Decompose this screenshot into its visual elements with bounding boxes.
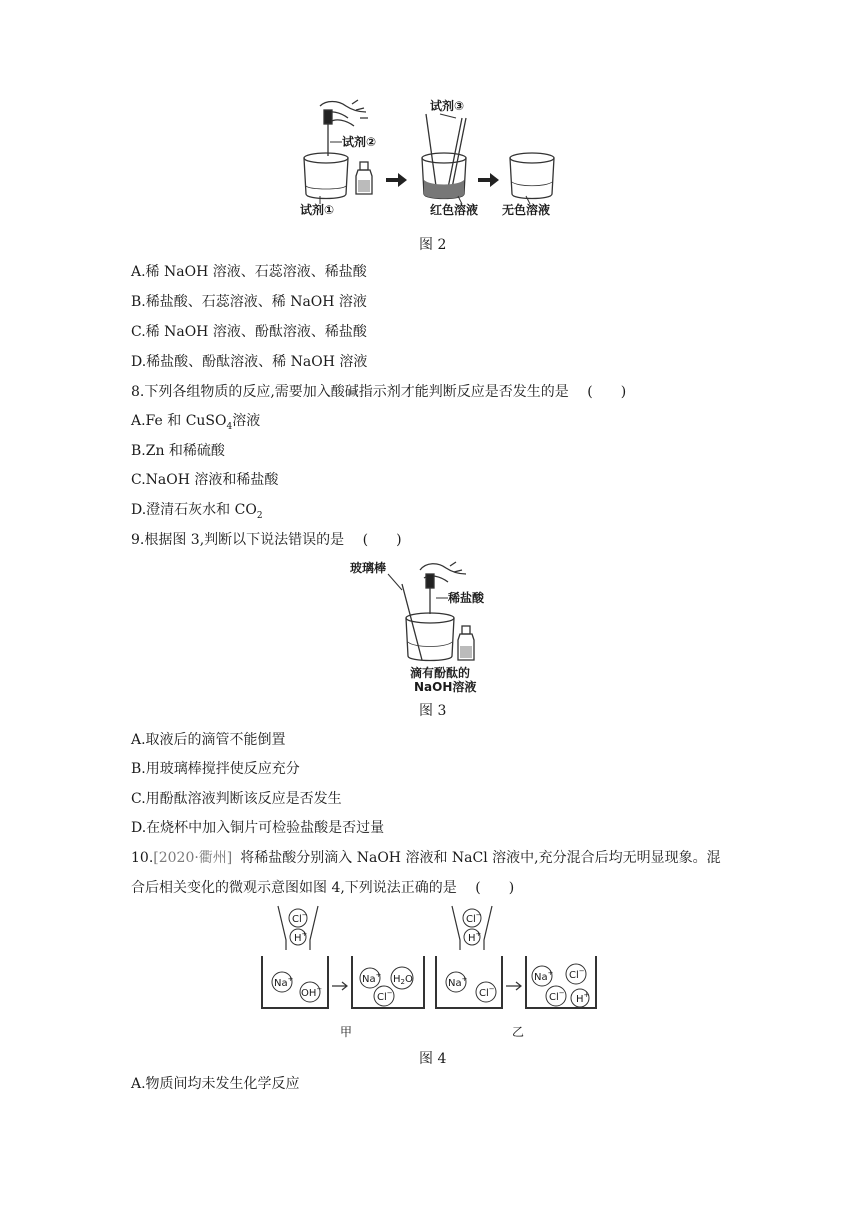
q8-stem <box>131 382 626 402</box>
solution-label-line-2: NaOH溶液 <box>414 680 477 694</box>
q10-stem-line-2: 合后相关变化的微观示意图如图 4,下列说法正确的是 ( ) <box>131 880 515 896</box>
svg-text:Na+: Na+ <box>274 975 294 989</box>
reagent-3-label: 试剂③ <box>430 99 465 113</box>
panel-label-yi: 乙 <box>512 1025 525 1039</box>
q9-option-d: D.在烧杯中加入铜片可检验盐酸是否过量 <box>131 820 385 836</box>
beaker-1 <box>304 153 348 199</box>
ion-h <box>571 989 590 1007</box>
svg-text:Cl−: Cl− <box>479 985 495 999</box>
q9-stem-text: 9.根据图 3,判断以下说法错误的是 <box>131 532 345 548</box>
arrow-right-icon <box>386 173 407 187</box>
svg-text:H+: H+ <box>576 991 590 1005</box>
ion-na <box>532 966 554 986</box>
q9-option-c: C.用酚酞溶液判断该反应是否发生 <box>131 791 342 807</box>
svg-text:Cl−: Cl− <box>466 911 482 925</box>
q8-stem-text: 8.下列各组物质的反应,需要加入酸碱指示剂才能判断反应是否发生的是 <box>131 384 569 400</box>
arrow-right-icon <box>332 982 347 990</box>
ion-cl <box>566 964 586 984</box>
q9-option-b: B.用玻璃棒搅拌使反应充分 <box>131 761 300 777</box>
ion-na <box>360 968 382 988</box>
dilute-hcl-label: 稀盐酸 <box>448 591 485 605</box>
q7-option-a: A.稀 NaOH 溶液、石蕊溶液、稀盐酸 <box>131 264 367 280</box>
figure-2-illustration <box>290 96 580 226</box>
ion-cl <box>546 986 566 1006</box>
reagent-bottle-icon <box>458 626 474 660</box>
q8-option-b: B.Zn 和稀硫酸 <box>131 443 225 459</box>
ion-oh <box>300 982 322 1002</box>
ion-cl <box>463 909 482 927</box>
svg-text:OH−: OH− <box>301 985 323 999</box>
ion-h <box>464 929 482 945</box>
svg-text:Na+: Na+ <box>534 969 554 983</box>
svg-text:H+: H+ <box>294 930 308 944</box>
figure-3-illustration <box>350 556 500 696</box>
red-solution-label: 红色溶液 <box>430 203 479 217</box>
ion-cl <box>476 982 496 1002</box>
q10-stem-line-1: 10.[2020·衢州] 将稀盐酸分别滴入 NaOH 溶液和 NaCl 溶液中,充分混合后均无明显现象。混 <box>131 850 721 866</box>
svg-text:H2O: $H_2O$ <box>393 974 413 986</box>
q9-stem <box>131 530 402 550</box>
beaker-3 <box>510 153 554 199</box>
molecule-water <box>391 967 413 989</box>
svg-text:Cl−: Cl− <box>292 911 308 925</box>
arrow-right-icon <box>506 982 521 990</box>
glass-rod-label: 玻璃棒 <box>350 561 387 575</box>
q8-option-d: D.澄清石灰水和 $CO_2$ <box>131 502 263 521</box>
beaker <box>402 584 454 661</box>
panel-label-jia: 甲 <box>340 1025 353 1039</box>
svg-text:Na+: Na+ <box>448 975 468 989</box>
q10-answer-blank: ( ) <box>475 880 515 896</box>
q7-option-b: B.稀盐酸、石蕊溶液、稀 NaOH 溶液 <box>131 294 367 310</box>
q10-source: [2020·衢州] <box>153 850 233 866</box>
q9-option-a: A.取液后的滴管不能倒置 <box>131 732 286 748</box>
q8-option-a: A.Fe 和 CuSO$_4$溶液 <box>131 413 261 432</box>
svg-text:Cl−: Cl− <box>549 989 565 1003</box>
ion-h <box>290 929 308 945</box>
ion-na <box>446 972 468 992</box>
ion-na <box>272 972 294 992</box>
solution-label-line-1: 滴有酚酞的 <box>410 666 471 680</box>
hand-dropper-icon <box>420 562 466 614</box>
q9-answer-blank: ( ) <box>362 532 402 548</box>
svg-text:Cl−: Cl− <box>569 967 585 981</box>
figure-4-caption: 图 4 <box>419 1051 447 1067</box>
reagent-2-label: 试剂② <box>342 135 377 149</box>
figure-4-illustration <box>258 904 598 1044</box>
q8-option-c: C.NaOH 溶液和稀盐酸 <box>131 472 279 488</box>
q7-option-d: D.稀盐酸、酚酞溶液、稀 NaOH 溶液 <box>131 354 368 370</box>
q7-option-c: C.稀 NaOH 溶液、酚酞溶液、稀盐酸 <box>131 324 367 340</box>
svg-text:Cl−: Cl− <box>377 989 393 1003</box>
svg-text:Na+: Na+ <box>362 971 382 985</box>
figure-3-caption: 图 3 <box>419 703 447 719</box>
beaker-2 <box>422 114 466 199</box>
reagent-bottle-icon <box>356 162 372 194</box>
figure-2-caption: 图 2 <box>419 237 447 253</box>
reagent-1-label: 试剂① <box>300 203 335 217</box>
colorless-solution-label: 无色溶液 <box>502 203 551 217</box>
ion-cl <box>289 909 308 927</box>
ion-cl <box>374 986 394 1006</box>
svg-text:H+: H+ <box>468 930 482 944</box>
q8-answer-blank: ( ) <box>587 384 627 400</box>
q10-option-a: A.物质间均未发生化学反应 <box>131 1076 300 1092</box>
arrow-right-icon <box>478 173 499 187</box>
